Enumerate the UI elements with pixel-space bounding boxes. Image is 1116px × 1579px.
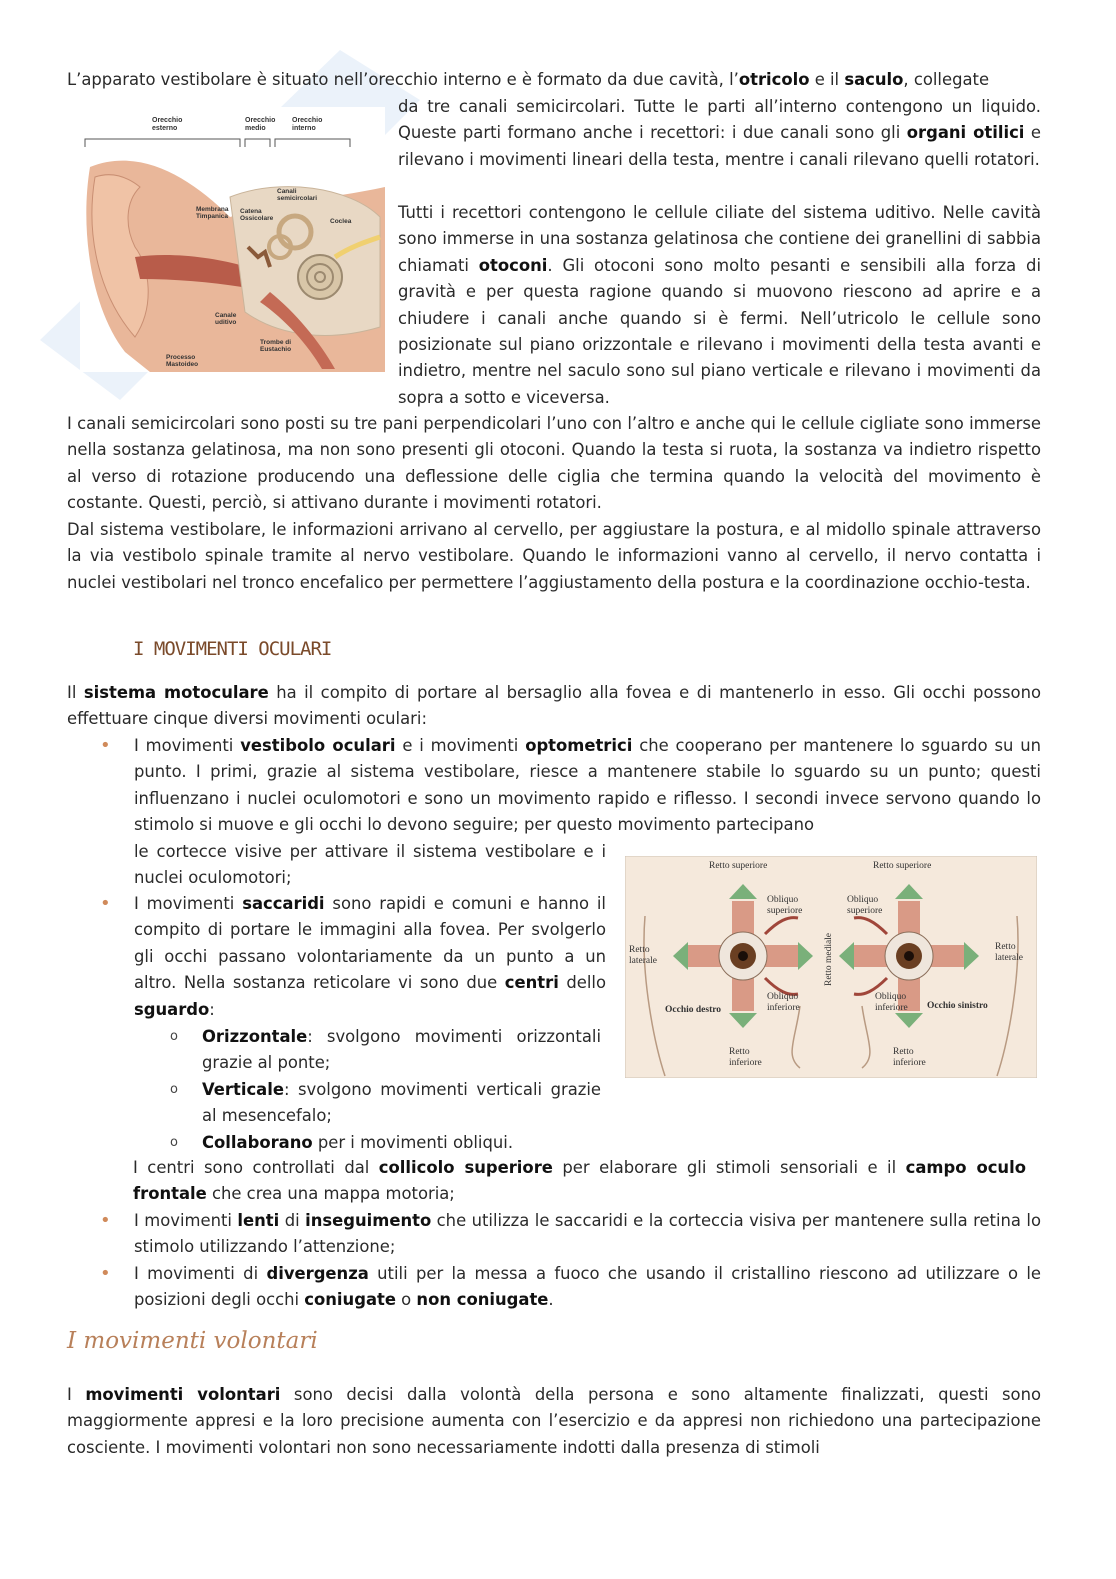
semicircular-canals-paragraph: I canali semicircolari sono posti su tre pani perpendicolari l’uno con l’altro e anche qui le cellule cigliate sono immerse nella sostanza gelatinosa, ma non sono presenti gli otoconi. Quando la testa si ruota, la sostanza va indietro rispetto al verso di rotazione producendo una deflessione delle ciglia che termina quando la velocità del movimento è costante. Questi, perciò, si attivano durante i movimenti rotatori.: [67, 414, 1041, 513]
intro-paragraph-canals: da tre canali semicircolari. Tutte le parti all’interno contengono un liquido. Queste parti formano anche i recettori: i due canali sono gli organi otilici e rilevano i movimenti lineari della testa, mentre i canali rilevano quelli rotatori.: [398, 97, 1041, 169]
svg-text:esterno: esterno: [152, 125, 178, 132]
list-item: • I movimenti saccaridi sono rapidi e comuni e hanno il compito di portare le immagini alla fovea. Per svolgerlo gli occhi passano volontariamente da un punto a un altro. Nella sostanza reticolare vi sono due centri dello sguardo:: [67, 891, 606, 1023]
svg-text:laterale: laterale: [629, 956, 657, 966]
gaze-centers-sublist: [134, 1024, 601, 1156]
eye-label-superior-oblique-right: Obliquo: [847, 895, 879, 905]
vestibular-system-paragraph: Dal sistema vestibolare, le informazioni arrivano al cervello, per aggiustare la postura, e al midollo spinale attraverso la via vestibolo spinale tramite al nervo vestibolare. Quando le informazioni vanno al cervello, il nervo contatta i nuclei vestibolari nel tronco encefalico per permettere l’aggiustamento della postura e la coordinazione occhio-testa.: [67, 520, 1041, 592]
eye-label-superior-rectus-right: Retto superiore: [873, 861, 932, 871]
svg-text:superiore: superiore: [767, 906, 803, 916]
eye-label-inferior-oblique-left: Obliquo: [767, 992, 799, 1002]
eye-label-left-eye: Occhio sinistro: [927, 1001, 988, 1011]
svg-text:Timpanica: Timpanica: [196, 213, 229, 220]
svg-text:inferiore: inferiore: [875, 1003, 908, 1013]
ocular-list-part1: [67, 733, 1041, 839]
ear-label-canals: Canali: [277, 188, 297, 195]
ear-label-membrane: Membrana: [196, 206, 229, 213]
eye-muscles-illustration: [625, 856, 1037, 1078]
svg-text:interno: interno: [292, 125, 316, 132]
svg-text:inferiore: inferiore: [893, 1058, 926, 1068]
voluntary-movements-paragraph: I movimenti volontari sono decisi dalla volontà della persona e sono altamente finalizzati, questi sono maggiormente appresi e la loro precisione aumenta con l’esercizio e da appresi non richiedono una partecipazione cosciente. I movimenti volontari non sono necessariamente indotti dalla presenza di stimoli: [67, 1385, 1042, 1457]
heading-ocular-movements: I MOVIMENTI OCULARI: [133, 638, 332, 660]
svg-text:Mastoideo: Mastoideo: [166, 361, 199, 368]
svg-text:inferiore: inferiore: [767, 1003, 800, 1013]
ear-label-inner: Orecchio: [292, 117, 323, 124]
ear-anatomy-illustration: [80, 107, 385, 372]
ear-label-ossicles: Catena: [240, 208, 262, 215]
eye-label-lateral-rectus-left: Retto: [629, 945, 650, 955]
svg-text:uditivo: uditivo: [215, 319, 237, 326]
eye-label-inferior-rectus-left: Retto: [729, 1047, 750, 1057]
ear-label-auditory-canal: Canale: [215, 312, 237, 319]
list-item: o Collaborano per i movimenti obliqui.: [134, 1130, 601, 1156]
svg-text:Eustachio: Eustachio: [260, 346, 292, 353]
list-item: o Verticale: svolgono movimenti verticali grazie al mesencefalo;: [134, 1077, 601, 1130]
list-item-continuation: le cortecce visive per attivare il sistema vestibolare e i nuclei oculomotori;: [134, 842, 606, 888]
ocular-list-part3: [67, 1208, 1041, 1314]
eye-label-right-eye: Occhio destro: [665, 1005, 722, 1015]
intro-paragraph-receptors: Tutti i recettori contengono le cellule ciliate del sistema uditivo. Nelle cavità sono immerse in una sostanza gelatinosa che contiene dei granellini di sabbia chiamati otoconi. Gli otoconi sono molto pesanti e sensibili alla forza di gravità e per questa ragione quando si muovono riescono ad aprire e a chiudere i canali anche quando si è fermi. Nell’utricolo le cellule sono posizionate sul piano orizzontale e rilevano i movimenti della testa avanti e indietro, mentre nel saculo sono sul piano verticale e rilevano i movimenti da sopra a sotto e viceversa.: [398, 203, 1041, 407]
ear-label-middle: Orecchio: [245, 117, 276, 124]
eye-label-medial-rectus: Retto mediale: [824, 932, 834, 986]
list-item: • I movimenti di divergenza utili per la messa a fuoco che usando il cristallino riescono ad utilizzare o le posizioni degli occhi coniugate o non coniugate.: [67, 1261, 1041, 1314]
intro-first-line: L’apparato vestibolare è situato nell’orecchio interno e è formato da due cavità, l’otricolo e il saculo, collegate: [67, 70, 990, 89]
svg-text:inferiore: inferiore: [729, 1058, 762, 1068]
list-item: • I movimenti vestibolo oculari e i movimenti optometrici che cooperano per mantenere lo sguardo su un punto. I primi, grazie al sistema vestibolare, riesce a mantenere stabile lo sguardo su un punto; questi influenzano i nuclei oculomotori e sono un movimento rapido e riflesso. I secondi invece servono quando lo stimolo si muove e gli occhi lo devono seguire; per questo movimento partecipano: [67, 733, 1041, 839]
heading-voluntary-movements: I movimenti volontari: [67, 1328, 318, 1354]
eye-label-superior-rectus-left: Retto superiore: [709, 861, 768, 871]
ocular-intro-paragraph: Il sistema motoculare ha il compito di portare al bersaglio alla fovea e di mantenerlo in esso. Gli occhi possono effettuare cinque diversi movimenti oculari:: [67, 683, 1041, 729]
centers-control-paragraph: I centri sono controllati dal collicolo superiore per elaborare gli stimoli sensoriali e il campo oculo frontale che crea una mappa motoria;: [133, 1158, 1026, 1204]
list-item: o Orizzontale: svolgono movimenti orizzontali grazie al ponte;: [134, 1024, 601, 1077]
ear-label-cochlea: Coclea: [330, 218, 352, 225]
ocular-list-part2: [67, 891, 606, 1023]
svg-text:Ossicolare: Ossicolare: [240, 215, 274, 222]
ear-label-external: Orecchio: [152, 117, 183, 124]
svg-text:semicircolari: semicircolari: [277, 195, 318, 202]
eye-label-lateral-rectus-right: Retto: [995, 942, 1016, 952]
eye-label-inferior-oblique-right: Obliquo: [875, 992, 907, 1002]
svg-text:laterale: laterale: [995, 953, 1023, 963]
svg-text:superiore: superiore: [847, 906, 883, 916]
ear-label-mastoid: Processo: [166, 354, 196, 361]
ear-label-eustachian: Trombe di: [260, 339, 292, 346]
svg-text:medio: medio: [245, 125, 266, 132]
eye-label-superior-oblique-left: Obliquo: [767, 895, 799, 905]
list-item: • I movimenti lenti di inseguimento che utilizza le saccaridi e la corteccia visiva per mantenere sulla retina lo stimolo utilizzando l’attenzione;: [67, 1208, 1041, 1261]
eye-label-inferior-rectus-right: Retto: [893, 1047, 914, 1057]
